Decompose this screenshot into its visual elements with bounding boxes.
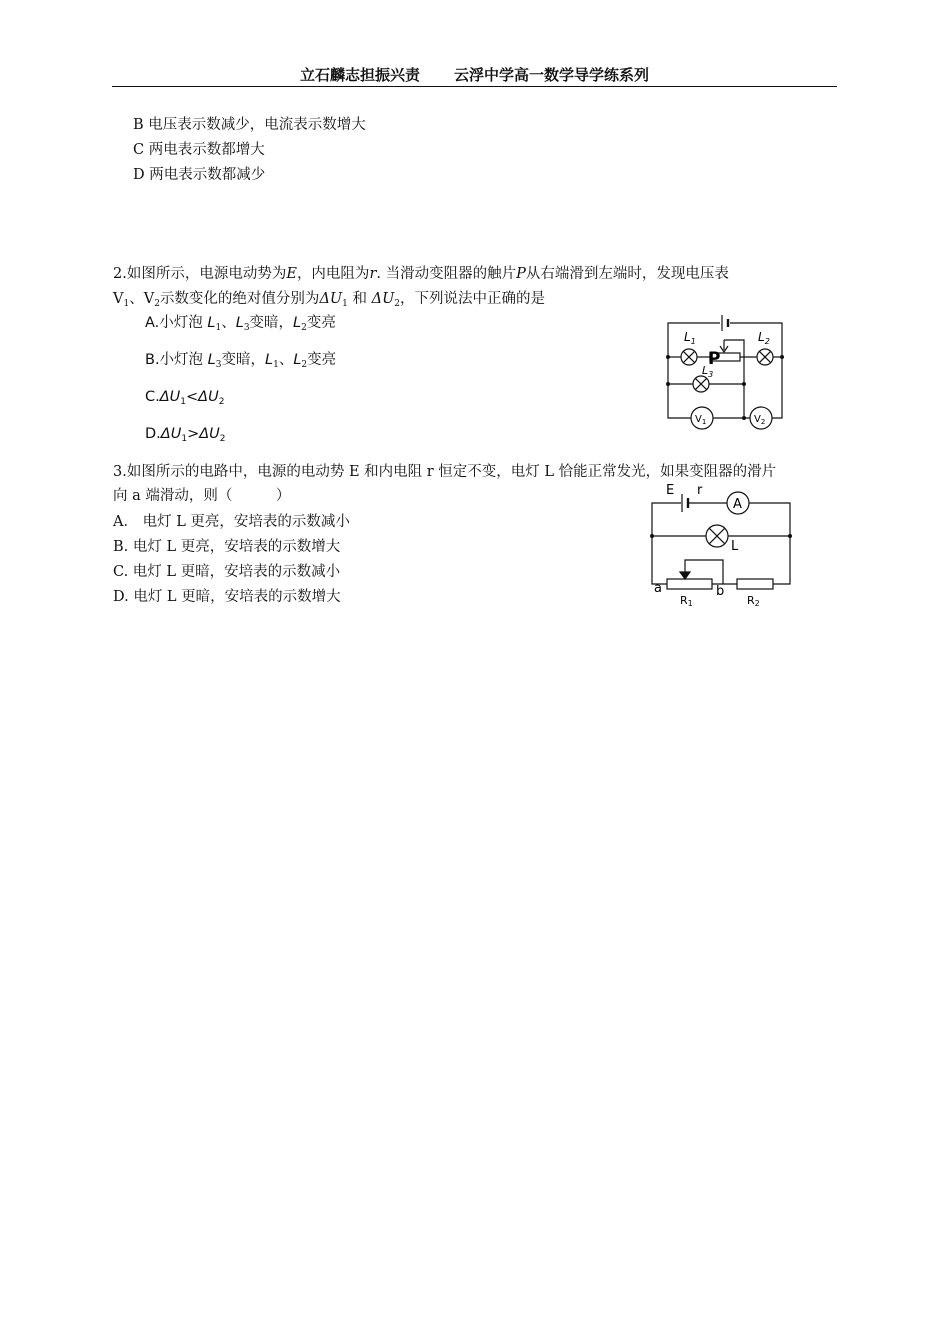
page-header (112, 64, 837, 87)
q2-fig-label-L1: $L_1$ (684, 330, 696, 346)
q3-circuit-diagram (645, 478, 800, 610)
q2-fig-label-L3: $L_3$ (702, 364, 714, 379)
q2-fig-label-V1: $V_1$ (695, 414, 707, 426)
q3-fig-label-A: A (733, 497, 742, 512)
q2-option-d: $D.\Delta U_1>\Delta U_2$ (145, 426, 226, 444)
q3-option-a: A． 电灯 L 更亮，安培表的示数减小 (113, 514, 350, 530)
q2-fig-label-P: P (708, 349, 721, 369)
q3-fig-label-R2: R2 (747, 594, 760, 608)
q2-fig-label-V2: $V_2$ (754, 414, 766, 426)
prev-option-d: D 两电表示数都减少 (133, 167, 266, 183)
prev-option-c: C 两电表示数都增大 (133, 142, 265, 158)
q3-option-c: C. 电灯 L 更暗，安培表的示数减小 (113, 564, 341, 580)
q3-fig-label-L: L (731, 539, 739, 554)
q3-fig-label-b: b (716, 584, 725, 599)
header-motto: 立石麟志担振兴责 (299, 66, 420, 84)
q2-stem-line2: $V_1$、$V_2$示数变化的绝对值分别为$\Delta U_1$ 和 $\Delta U_2$，下列说法中正确的是 (113, 291, 546, 309)
q3-fig-label-a: a (654, 581, 662, 596)
q3-stem-line2: 向 a 端滑动，则（ ） (113, 488, 291, 504)
q2-stem-line1: 2.如图所示，电源电动势为E，内电阻为r. 当滑动变阻器的触片P从右端滑到左端时，发现电压表 (113, 266, 729, 282)
q2-option-c: $C.\Delta U_1<\Delta U_2$ (145, 389, 225, 407)
q2-option-a: A.小灯泡 $L_1$、$L_3$变暗，$L_2$变亮 (145, 315, 336, 333)
q2-circuit-diagram (660, 312, 790, 434)
q2-option-b: B.小灯泡 $L_3$变暗，$L_1$、$L_2$变亮 (145, 352, 337, 370)
q3-fig-label-r: r (697, 483, 703, 498)
q2-fig-label-L2: $L_2$ (758, 330, 770, 346)
header-series: 云浮中学高一数学导学练系列 (454, 66, 650, 84)
q3-option-d: D. 电灯 L 更暗，安培表的示数增大 (113, 589, 341, 605)
q3-option-b: B. 电灯 L 更亮，安培表的示数增大 (113, 539, 341, 555)
prev-option-b: B 电压表示数减少，电流表示数增大 (133, 117, 366, 133)
q3-fig-label-E: E (666, 483, 675, 498)
q3-fig-label-R1: R1 (680, 594, 693, 608)
q3-stem-line1: 3.如图所示的电路中，电源的电动势 E 和内电阻 r 恒定不变，电灯 L 恰能正常发光，如果变阻器的滑片 (113, 464, 777, 480)
